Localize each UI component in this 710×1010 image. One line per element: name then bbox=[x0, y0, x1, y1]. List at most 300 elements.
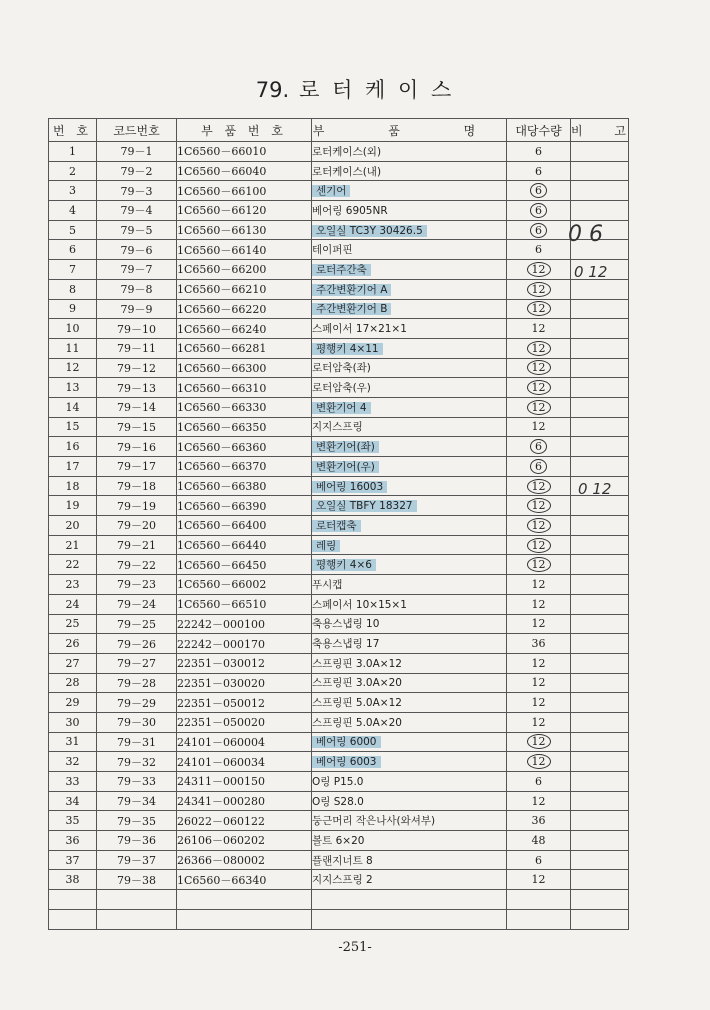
cell-note bbox=[571, 634, 629, 654]
cell-note bbox=[571, 555, 629, 575]
cell-qty-text: 12 bbox=[531, 656, 546, 670]
cell-no bbox=[49, 240, 97, 260]
cell-part bbox=[177, 201, 312, 221]
cell-note bbox=[571, 909, 629, 929]
cell-name-text: 스프링핀 5.0A×12 bbox=[312, 697, 402, 710]
cell-name-text: 평행키 4×6 bbox=[312, 559, 376, 571]
cell-qty-text: 12 bbox=[527, 380, 551, 395]
cell-note bbox=[571, 732, 629, 752]
cell-code-text: 79－5 bbox=[120, 224, 153, 238]
cell-code bbox=[97, 260, 177, 280]
cell-code-text: 79－4 bbox=[120, 204, 153, 218]
cell-qty-text: 12 bbox=[531, 577, 546, 591]
cell-qty-text: 12 bbox=[527, 754, 551, 769]
cell-no bbox=[49, 378, 97, 398]
cell-no bbox=[49, 673, 97, 693]
header-no: 번 호 bbox=[49, 119, 97, 142]
cell-part bbox=[177, 634, 312, 654]
cell-part-text: 1C6560－66510 bbox=[177, 598, 267, 612]
header-code: 코드번호 bbox=[97, 119, 177, 142]
cell-name-text: 볼트 6×20 bbox=[312, 834, 365, 847]
cell-part bbox=[177, 575, 312, 595]
cell-name-text: 베어링 6905NR bbox=[312, 204, 388, 217]
cell-qty-text: 12 bbox=[527, 498, 551, 513]
cell-no bbox=[49, 142, 97, 162]
cell-code-text: 79－23 bbox=[117, 578, 156, 592]
cell-part bbox=[177, 161, 312, 181]
cell-no-text: 10 bbox=[65, 322, 80, 336]
cell-code bbox=[97, 772, 177, 792]
cell-code bbox=[97, 181, 177, 201]
table-row bbox=[49, 555, 629, 575]
cell-part-text: 24101－060004 bbox=[177, 735, 265, 749]
section-title: 로 터 케 이 스 bbox=[299, 78, 455, 102]
section-number: 79. bbox=[255, 78, 290, 102]
cell-qty-text: 6 bbox=[535, 774, 542, 788]
cell-qty bbox=[507, 397, 571, 417]
cell-part bbox=[177, 653, 312, 673]
cell-no-text: 8 bbox=[69, 282, 76, 296]
cell-note bbox=[571, 752, 629, 772]
cell-code-text: 79－2 bbox=[120, 165, 153, 179]
cell-part-text: 26366－080002 bbox=[177, 854, 265, 868]
cell-note bbox=[571, 791, 629, 811]
cell-part bbox=[177, 732, 312, 752]
cell-qty-text: 12 bbox=[527, 341, 551, 356]
cell-qty bbox=[507, 279, 571, 299]
cell-qty bbox=[507, 338, 571, 358]
table-header-row bbox=[49, 119, 629, 142]
cell-no bbox=[49, 614, 97, 634]
cell-qty-text: 12 bbox=[527, 301, 551, 316]
cell-no-text: 16 bbox=[65, 440, 80, 454]
cell-note bbox=[571, 614, 629, 634]
cell-part-text: 22242－000100 bbox=[177, 617, 265, 631]
cell-name bbox=[312, 791, 507, 811]
cell-part bbox=[177, 240, 312, 260]
table-row bbox=[49, 457, 629, 477]
cell-name-text: 로터암축(우) bbox=[312, 382, 371, 395]
header-qty: 대당수량 bbox=[507, 119, 571, 142]
cell-part bbox=[177, 417, 312, 437]
handwritten-note: 0 6 bbox=[568, 222, 603, 247]
cell-qty bbox=[507, 142, 571, 162]
cell-no bbox=[49, 220, 97, 240]
cell-name-text: 스프링핀 3.0A×12 bbox=[312, 657, 402, 670]
cell-name-text: O링 S28.0 bbox=[312, 795, 364, 808]
table-row bbox=[49, 496, 629, 516]
cell-code bbox=[97, 220, 177, 240]
cell-qty bbox=[507, 831, 571, 851]
cell-code bbox=[97, 634, 177, 654]
cell-qty-text: 12 bbox=[531, 676, 546, 690]
cell-qty bbox=[507, 791, 571, 811]
cell-no-text: 5 bbox=[69, 223, 76, 237]
cell-no-text: 27 bbox=[65, 656, 80, 670]
cell-part bbox=[177, 712, 312, 732]
cell-qty bbox=[507, 811, 571, 831]
cell-part bbox=[177, 850, 312, 870]
cell-qty-text: 36 bbox=[531, 814, 546, 828]
cell-no-text: 24 bbox=[65, 597, 80, 611]
cell-qty bbox=[507, 575, 571, 595]
cell-code-text: 79－9 bbox=[120, 302, 153, 316]
cell-no-text: 23 bbox=[65, 577, 80, 591]
cell-part bbox=[177, 338, 312, 358]
cell-qty bbox=[507, 319, 571, 339]
cell-note bbox=[571, 712, 629, 732]
cell-code bbox=[97, 338, 177, 358]
cell-code-text: 79－11 bbox=[117, 342, 156, 356]
cell-qty-text: 12 bbox=[531, 420, 546, 434]
cell-part-text: 1C6560－66310 bbox=[177, 381, 267, 395]
cell-qty bbox=[507, 299, 571, 319]
cell-part bbox=[177, 752, 312, 772]
table-row bbox=[49, 831, 629, 851]
cell-name-text: 변환기어(우) bbox=[312, 461, 379, 473]
cell-part-text: 22351－050012 bbox=[177, 696, 265, 710]
cell-no-text: 25 bbox=[65, 617, 80, 631]
cell-no bbox=[49, 437, 97, 457]
cell-part bbox=[177, 457, 312, 477]
cell-code-text: 79－31 bbox=[117, 735, 156, 749]
cell-qty bbox=[507, 496, 571, 516]
cell-no bbox=[49, 397, 97, 417]
cell-no bbox=[49, 831, 97, 851]
table-row bbox=[49, 240, 629, 260]
cell-code-text: 79－12 bbox=[117, 361, 156, 375]
cell-name-text: 베어링 16003 bbox=[312, 481, 387, 493]
cell-part-text: 1C6560－66130 bbox=[177, 224, 267, 238]
cell-part bbox=[177, 220, 312, 240]
table-row bbox=[49, 850, 629, 870]
cell-name bbox=[312, 555, 507, 575]
table-row bbox=[49, 279, 629, 299]
cell-part bbox=[177, 279, 312, 299]
cell-part-text: 1C6560－66140 bbox=[177, 243, 267, 257]
cell-qty bbox=[507, 732, 571, 752]
cell-no-text: 6 bbox=[69, 243, 76, 257]
cell-part-text: 1C6560－66120 bbox=[177, 204, 267, 218]
cell-qty-text: 6 bbox=[535, 144, 542, 158]
cell-part-text: 1C6560－66400 bbox=[177, 519, 267, 533]
cell-part-text: 26106－060202 bbox=[177, 834, 265, 848]
table-row bbox=[49, 693, 629, 713]
cell-code-text: 79－38 bbox=[117, 873, 156, 887]
cell-code-text: 79－25 bbox=[117, 617, 156, 631]
cell-qty bbox=[507, 555, 571, 575]
cell-qty-text: 12 bbox=[531, 696, 546, 710]
header-part: 부 품 번 호 bbox=[177, 119, 312, 142]
table-row bbox=[49, 338, 629, 358]
cell-no bbox=[49, 161, 97, 181]
cell-qty-text: 12 bbox=[527, 734, 551, 749]
cell-qty-text: 6 bbox=[535, 164, 542, 178]
cell-no bbox=[49, 653, 97, 673]
cell-code bbox=[97, 614, 177, 634]
cell-name bbox=[312, 870, 507, 890]
table-row bbox=[49, 614, 629, 634]
cell-code bbox=[97, 870, 177, 890]
cell-part-text: 1C6560－66360 bbox=[177, 440, 267, 454]
cell-part bbox=[177, 397, 312, 417]
table-row bbox=[49, 575, 629, 595]
cell-part-text: 1C6560－66200 bbox=[177, 263, 267, 277]
cell-name bbox=[312, 516, 507, 536]
cell-qty bbox=[507, 634, 571, 654]
table-row bbox=[49, 653, 629, 673]
page-title bbox=[0, 74, 710, 104]
cell-part bbox=[177, 516, 312, 536]
handwritten-note: 0 12 bbox=[574, 263, 608, 281]
cell-part bbox=[177, 693, 312, 713]
cell-code bbox=[97, 752, 177, 772]
cell-part-text: 1C6560－66450 bbox=[177, 558, 267, 572]
cell-qty-text: 48 bbox=[531, 833, 546, 847]
cell-note bbox=[571, 594, 629, 614]
cell-qty bbox=[507, 260, 571, 280]
handwritten-note: 0 12 bbox=[578, 480, 612, 498]
cell-code-text: 79－17 bbox=[117, 460, 156, 474]
cell-no bbox=[49, 496, 97, 516]
cell-no bbox=[49, 201, 97, 221]
cell-no-text: 13 bbox=[65, 381, 80, 395]
cell-note bbox=[571, 142, 629, 162]
cell-part-text: 22351－030012 bbox=[177, 657, 265, 671]
cell-code bbox=[97, 693, 177, 713]
cell-part-text: 1C6560－66370 bbox=[177, 460, 267, 474]
cell-code bbox=[97, 397, 177, 417]
cell-no bbox=[49, 634, 97, 654]
cell-note bbox=[571, 417, 629, 437]
cell-name-text: 센기어 bbox=[312, 185, 350, 197]
cell-qty-text: 6 bbox=[530, 223, 547, 238]
cell-code bbox=[97, 712, 177, 732]
cell-no bbox=[49, 772, 97, 792]
cell-code bbox=[97, 575, 177, 595]
table-row bbox=[49, 142, 629, 162]
cell-no bbox=[49, 791, 97, 811]
cell-name bbox=[312, 732, 507, 752]
cell-note bbox=[571, 279, 629, 299]
cell-code bbox=[97, 201, 177, 221]
cell-name bbox=[312, 575, 507, 595]
cell-qty bbox=[507, 437, 571, 457]
table-row bbox=[49, 673, 629, 693]
cell-part-text: 1C6560－66210 bbox=[177, 283, 267, 297]
cell-code bbox=[97, 890, 177, 910]
cell-qty-text: 12 bbox=[527, 400, 551, 415]
cell-no bbox=[49, 870, 97, 890]
cell-note bbox=[571, 378, 629, 398]
cell-no bbox=[49, 535, 97, 555]
cell-code-text: 79－28 bbox=[117, 676, 156, 690]
cell-qty bbox=[507, 890, 571, 910]
cell-code-text: 79－36 bbox=[117, 834, 156, 848]
cell-name bbox=[312, 378, 507, 398]
cell-qty-text: 12 bbox=[527, 262, 551, 277]
cell-note bbox=[571, 693, 629, 713]
cell-no-text: 38 bbox=[65, 873, 80, 887]
cell-name bbox=[312, 240, 507, 260]
cell-no-text: 4 bbox=[69, 203, 76, 217]
cell-part-text: 1C6560－66281 bbox=[177, 342, 267, 356]
cell-code-text: 79－8 bbox=[120, 283, 153, 297]
cell-note bbox=[571, 181, 629, 201]
cell-note bbox=[571, 161, 629, 181]
cell-qty bbox=[507, 220, 571, 240]
cell-qty bbox=[507, 693, 571, 713]
parts-table bbox=[48, 118, 640, 930]
cell-part-text: 1C6560－66100 bbox=[177, 184, 267, 198]
cell-code-text: 79－1 bbox=[120, 145, 153, 159]
cell-note bbox=[571, 457, 629, 477]
cell-name bbox=[312, 437, 507, 457]
cell-code bbox=[97, 457, 177, 477]
cell-part-text: 1C6560－66380 bbox=[177, 480, 267, 494]
cell-part-text: 1C6560－66440 bbox=[177, 539, 267, 553]
cell-qty bbox=[507, 653, 571, 673]
cell-no-text: 21 bbox=[65, 538, 80, 552]
cell-name bbox=[312, 142, 507, 162]
cell-note bbox=[571, 831, 629, 851]
cell-qty-text: 12 bbox=[531, 794, 546, 808]
cell-name-text: 로터주간축 bbox=[312, 264, 371, 276]
cell-name-text: 주간변환기어 A bbox=[312, 284, 391, 296]
cell-code-text: 79－37 bbox=[117, 854, 156, 868]
cell-no bbox=[49, 338, 97, 358]
cell-qty bbox=[507, 201, 571, 221]
cell-name-text: 베어링 6000 bbox=[312, 736, 381, 748]
cell-name bbox=[312, 476, 507, 496]
cell-name-text: O링 P15.0 bbox=[312, 775, 364, 788]
cell-code bbox=[97, 476, 177, 496]
cell-part bbox=[177, 594, 312, 614]
cell-no bbox=[49, 909, 97, 929]
cell-part-text: 24341－000280 bbox=[177, 795, 265, 809]
cell-part bbox=[177, 772, 312, 792]
table-row bbox=[49, 890, 629, 910]
cell-part bbox=[177, 673, 312, 693]
cell-no-text: 2 bbox=[69, 164, 76, 178]
cell-no bbox=[49, 712, 97, 732]
cell-name bbox=[312, 850, 507, 870]
cell-qty bbox=[507, 358, 571, 378]
cell-part bbox=[177, 476, 312, 496]
cell-note bbox=[571, 575, 629, 595]
cell-name bbox=[312, 890, 507, 910]
cell-name bbox=[312, 161, 507, 181]
cell-part bbox=[177, 260, 312, 280]
cell-name bbox=[312, 279, 507, 299]
cell-name-text: 지지스프링 bbox=[312, 421, 363, 434]
cell-no bbox=[49, 752, 97, 772]
cell-no bbox=[49, 693, 97, 713]
cell-name bbox=[312, 712, 507, 732]
cell-part bbox=[177, 909, 312, 929]
cell-no-text: 36 bbox=[65, 833, 80, 847]
page-number: -251- bbox=[338, 940, 372, 955]
table-row bbox=[49, 299, 629, 319]
cell-name-text: 변환기어 4 bbox=[312, 402, 371, 414]
cell-no-text: 17 bbox=[65, 459, 80, 473]
cell-name-text: 레링 bbox=[312, 540, 340, 552]
table-row bbox=[49, 811, 629, 831]
cell-qty-text: 12 bbox=[531, 617, 546, 631]
table-row bbox=[49, 732, 629, 752]
cell-no-text: 9 bbox=[69, 302, 76, 316]
cell-qty-text: 12 bbox=[527, 479, 551, 494]
table-row bbox=[49, 535, 629, 555]
cell-qty bbox=[507, 614, 571, 634]
table-row bbox=[49, 161, 629, 181]
cell-name bbox=[312, 811, 507, 831]
cell-name bbox=[312, 772, 507, 792]
cell-code-text: 79－3 bbox=[120, 184, 153, 198]
cell-code-text: 79－26 bbox=[117, 637, 156, 651]
cell-name-text: 스페이서 17×21×1 bbox=[312, 323, 407, 336]
cell-no bbox=[49, 476, 97, 496]
cell-qty bbox=[507, 240, 571, 260]
cell-code bbox=[97, 831, 177, 851]
cell-part-text: 1C6560－66300 bbox=[177, 361, 267, 375]
cell-code-text: 79－29 bbox=[117, 696, 156, 710]
cell-code-text: 79－18 bbox=[117, 480, 156, 494]
cell-note bbox=[571, 201, 629, 221]
cell-qty-text: 12 bbox=[531, 597, 546, 611]
cell-name bbox=[312, 220, 507, 240]
cell-code-text: 79－10 bbox=[117, 322, 156, 336]
cell-no-text: 30 bbox=[65, 715, 80, 729]
cell-qty bbox=[507, 594, 571, 614]
cell-qty bbox=[507, 476, 571, 496]
cell-qty-text: 12 bbox=[527, 518, 551, 533]
cell-code bbox=[97, 299, 177, 319]
cell-qty-text: 12 bbox=[527, 538, 551, 553]
cell-code-text: 79－21 bbox=[117, 539, 156, 553]
cell-part bbox=[177, 299, 312, 319]
cell-part-text: 22242－000170 bbox=[177, 637, 265, 651]
cell-part-text: 1C6560－66040 bbox=[177, 165, 267, 179]
cell-no bbox=[49, 358, 97, 378]
cell-no-text: 28 bbox=[65, 676, 80, 690]
cell-name bbox=[312, 594, 507, 614]
cell-code-text: 79－15 bbox=[117, 420, 156, 434]
cell-qty bbox=[507, 161, 571, 181]
cell-code bbox=[97, 142, 177, 162]
table-row bbox=[49, 437, 629, 457]
cell-part-text: 1C6560－66330 bbox=[177, 401, 267, 415]
cell-name bbox=[312, 260, 507, 280]
cell-note bbox=[571, 535, 629, 555]
cell-name-text: 푸시캡 bbox=[312, 578, 343, 591]
cell-qty-text: 6 bbox=[530, 439, 547, 454]
cell-no-text: 1 bbox=[69, 144, 76, 158]
cell-no bbox=[49, 457, 97, 477]
cell-name bbox=[312, 299, 507, 319]
cell-name bbox=[312, 752, 507, 772]
cell-no-text: 15 bbox=[65, 420, 80, 434]
cell-name bbox=[312, 693, 507, 713]
cell-no-text: 37 bbox=[65, 853, 80, 867]
cell-qty-text: 12 bbox=[531, 715, 546, 729]
cell-code-text: 79－35 bbox=[117, 814, 156, 828]
cell-no-text: 29 bbox=[65, 696, 80, 710]
cell-note bbox=[571, 516, 629, 536]
cell-name-text: 스프링핀 5.0A×20 bbox=[312, 716, 402, 729]
cell-name bbox=[312, 319, 507, 339]
table-row bbox=[49, 752, 629, 772]
